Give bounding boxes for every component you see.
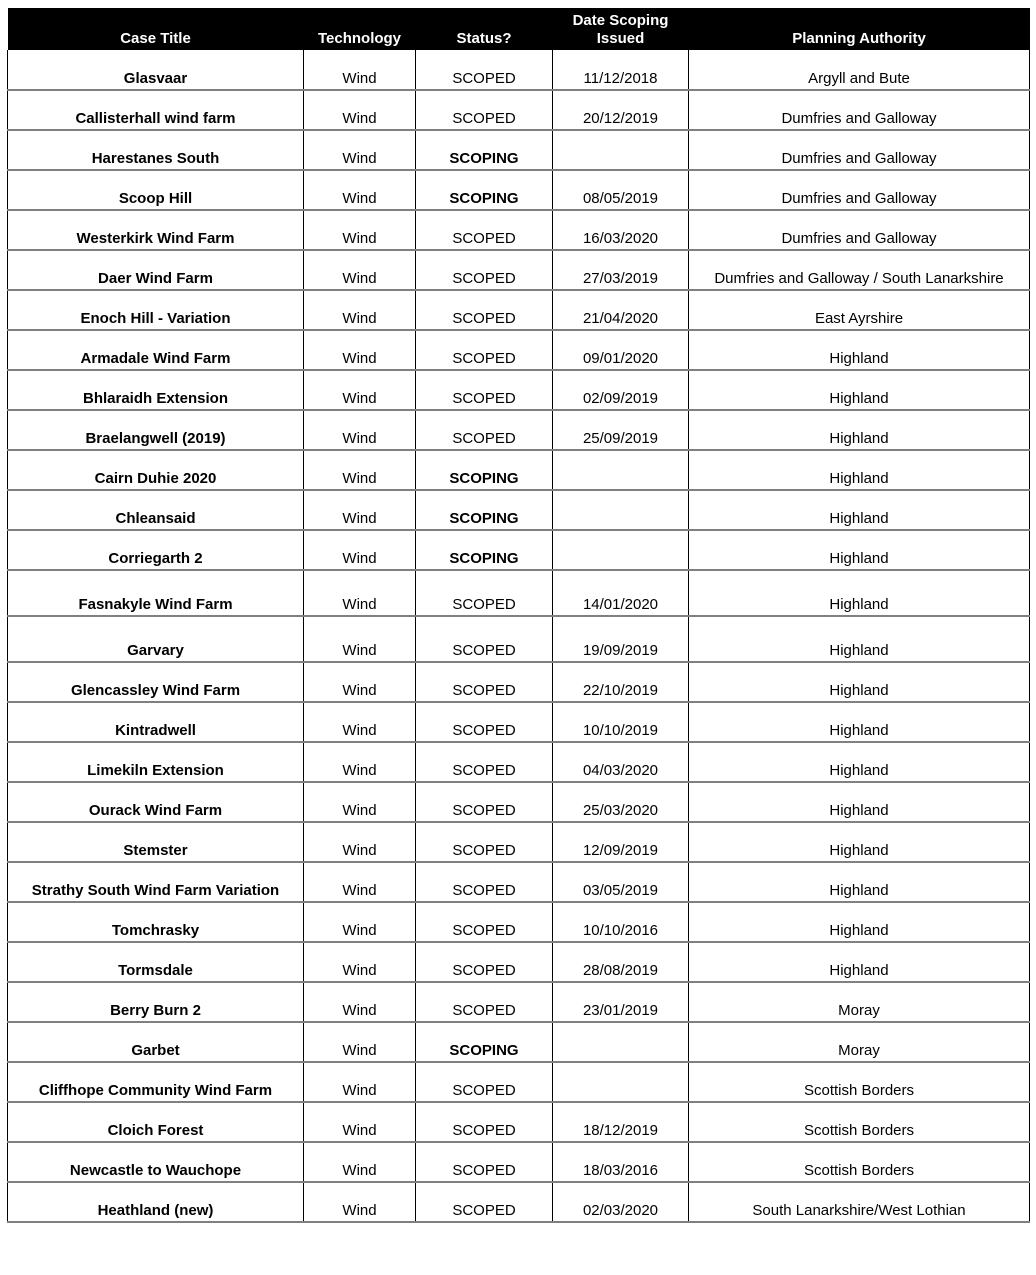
technology-cell: Wind xyxy=(304,570,416,616)
date-scoping-issued-cell: 02/03/2020 xyxy=(553,1182,689,1222)
status-cell: SCOPED xyxy=(416,410,553,450)
case-title-cell: Cliffhope Community Wind Farm xyxy=(8,1062,304,1102)
case-title-cell: Stemster xyxy=(8,822,304,862)
table-row xyxy=(8,1102,1030,1142)
case-title-cell: Heathland (new) xyxy=(8,1182,304,1222)
header-technology: Technology xyxy=(317,30,402,47)
planning-authority-cell: Scottish Borders xyxy=(689,1102,1030,1142)
date-scoping-issued-cell: 08/05/2019 xyxy=(553,170,689,210)
status-cell: SCOPED xyxy=(416,902,553,942)
header-date-line1: Date Scoping xyxy=(572,12,669,29)
planning-authority-cell: Highland xyxy=(689,330,1030,370)
table-row xyxy=(8,616,1030,662)
technology-cell: Wind xyxy=(304,170,416,210)
case-title-cell: Scoop Hill xyxy=(8,170,304,210)
planning-authority-cell: Highland xyxy=(689,490,1030,530)
header-date-scoping-issued xyxy=(553,8,689,50)
status-cell: SCOPING xyxy=(416,490,553,530)
status-cell: SCOPED xyxy=(416,782,553,822)
table-row xyxy=(8,742,1030,782)
table-row xyxy=(8,330,1030,370)
header-planning-authority: Planning Authority xyxy=(792,30,926,47)
technology-cell: Wind xyxy=(304,450,416,490)
status-cell: SCOPED xyxy=(416,90,553,130)
date-scoping-issued-cell: 20/12/2019 xyxy=(553,90,689,130)
planning-authority-cell: Moray xyxy=(689,982,1030,1022)
planning-authority-cell: Highland xyxy=(689,902,1030,942)
status-cell: SCOPED xyxy=(416,370,553,410)
planning-authority-cell: Highland xyxy=(689,862,1030,902)
table-row xyxy=(8,1022,1030,1062)
planning-authority-cell: Dumfries and Galloway xyxy=(689,210,1030,250)
technology-cell: Wind xyxy=(304,210,416,250)
date-scoping-issued-cell: 10/10/2016 xyxy=(553,902,689,942)
planning-authority-cell: Highland xyxy=(689,742,1030,782)
case-title-cell: Glasvaar xyxy=(8,50,304,90)
technology-cell: Wind xyxy=(304,1142,416,1182)
date-scoping-issued-cell xyxy=(553,530,689,570)
date-scoping-issued-cell xyxy=(553,490,689,530)
table-row xyxy=(8,410,1030,450)
date-scoping-issued-cell: 10/10/2019 xyxy=(553,702,689,742)
date-scoping-issued-cell: 22/10/2019 xyxy=(553,662,689,702)
case-title-cell: Limekiln Extension xyxy=(8,742,304,782)
status-cell: SCOPED xyxy=(416,942,553,982)
table-row xyxy=(8,982,1030,1022)
case-title-cell: Westerkirk Wind Farm xyxy=(8,210,304,250)
table-row xyxy=(8,130,1030,170)
date-scoping-issued-cell: 03/05/2019 xyxy=(553,862,689,902)
date-scoping-issued-cell: 04/03/2020 xyxy=(553,742,689,782)
planning-authority-cell: Scottish Borders xyxy=(689,1142,1030,1182)
planning-authority-cell: Highland xyxy=(689,822,1030,862)
table-row xyxy=(8,50,1030,90)
header-row xyxy=(8,8,1030,50)
date-scoping-issued-cell: 14/01/2020 xyxy=(553,570,689,616)
date-scoping-issued-cell: 23/01/2019 xyxy=(553,982,689,1022)
technology-cell: Wind xyxy=(304,1062,416,1102)
technology-cell: Wind xyxy=(304,902,416,942)
table-row xyxy=(8,822,1030,862)
date-scoping-issued-cell: 09/01/2020 xyxy=(553,330,689,370)
planning-authority-cell: Highland xyxy=(689,370,1030,410)
status-cell: SCOPED xyxy=(416,822,553,862)
case-title-cell: Tormsdale xyxy=(8,942,304,982)
planning-authority-cell: Dumfries and Galloway xyxy=(689,130,1030,170)
date-scoping-issued-cell xyxy=(553,130,689,170)
technology-cell: Wind xyxy=(304,530,416,570)
table-row xyxy=(8,1062,1030,1102)
technology-cell: Wind xyxy=(304,250,416,290)
case-title-cell: Glencassley Wind Farm xyxy=(8,662,304,702)
technology-cell: Wind xyxy=(304,862,416,902)
date-scoping-issued-cell: 18/03/2016 xyxy=(553,1142,689,1182)
technology-cell: Wind xyxy=(304,50,416,90)
case-title-cell: Newcastle to Wauchope xyxy=(8,1142,304,1182)
technology-cell: Wind xyxy=(304,742,416,782)
status-cell: SCOPED xyxy=(416,862,553,902)
table-body xyxy=(8,50,1030,1222)
status-cell: SCOPED xyxy=(416,330,553,370)
date-scoping-issued-cell: 28/08/2019 xyxy=(553,942,689,982)
technology-cell: Wind xyxy=(304,330,416,370)
technology-cell: Wind xyxy=(304,702,416,742)
planning-authority-cell: Highland xyxy=(689,450,1030,490)
header-status: Status? xyxy=(456,30,512,47)
table-row xyxy=(8,662,1030,702)
table-header xyxy=(8,8,1030,50)
case-title-cell: Garvary xyxy=(8,616,304,662)
technology-cell: Wind xyxy=(304,410,416,450)
status-cell: SCOPING xyxy=(416,530,553,570)
scoping-cases-table xyxy=(7,8,1030,1223)
planning-authority-cell: South Lanarkshire/West Lothian xyxy=(689,1182,1030,1222)
technology-cell: Wind xyxy=(304,982,416,1022)
planning-authority-cell: Highland xyxy=(689,782,1030,822)
technology-cell: Wind xyxy=(304,90,416,130)
header-case-title: Case Title xyxy=(120,30,191,47)
date-scoping-issued-cell: 12/09/2019 xyxy=(553,822,689,862)
table-row xyxy=(8,370,1030,410)
date-scoping-issued-cell: 02/09/2019 xyxy=(553,370,689,410)
case-title-cell: Kintradwell xyxy=(8,702,304,742)
table-row xyxy=(8,782,1030,822)
planning-authority-cell: Dumfries and Galloway xyxy=(689,90,1030,130)
table-row xyxy=(8,210,1030,250)
case-title-cell: Cairn Duhie 2020 xyxy=(8,450,304,490)
planning-authority-cell: Highland xyxy=(689,410,1030,450)
table-row xyxy=(8,942,1030,982)
table-row xyxy=(8,90,1030,130)
planning-authority-cell: Highland xyxy=(689,530,1030,570)
status-cell: SCOPING xyxy=(416,170,553,210)
date-scoping-issued-cell: 18/12/2019 xyxy=(553,1102,689,1142)
table-row xyxy=(8,1182,1030,1222)
table-row xyxy=(8,902,1030,942)
case-title-cell: Fasnakyle Wind Farm xyxy=(8,570,304,616)
technology-cell: Wind xyxy=(304,616,416,662)
planning-authority-cell: Highland xyxy=(689,616,1030,662)
case-title-cell: Chleansaid xyxy=(8,490,304,530)
case-title-cell: Garbet xyxy=(8,1022,304,1062)
status-cell: SCOPED xyxy=(416,662,553,702)
planning-authority-cell: Highland xyxy=(689,662,1030,702)
planning-authority-cell: East Ayrshire xyxy=(689,290,1030,330)
date-scoping-issued-cell: 21/04/2020 xyxy=(553,290,689,330)
header-date-line2: Issued xyxy=(596,30,645,47)
planning-authority-cell: Moray xyxy=(689,1022,1030,1062)
status-cell: SCOPED xyxy=(416,1062,553,1102)
planning-authority-cell: Dumfries and Galloway / South Lanarkshire xyxy=(689,250,1030,290)
technology-cell: Wind xyxy=(304,1182,416,1222)
technology-cell: Wind xyxy=(304,782,416,822)
technology-cell: Wind xyxy=(304,290,416,330)
table-row xyxy=(8,450,1030,490)
technology-cell: Wind xyxy=(304,130,416,170)
planning-authority-cell: Highland xyxy=(689,570,1030,616)
status-cell: SCOPED xyxy=(416,1102,553,1142)
table-row xyxy=(8,290,1030,330)
date-scoping-issued-cell xyxy=(553,450,689,490)
date-scoping-issued-cell: 16/03/2020 xyxy=(553,210,689,250)
status-cell: SCOPED xyxy=(416,1182,553,1222)
table-row xyxy=(8,490,1030,530)
table-row xyxy=(8,530,1030,570)
case-title-cell: Armadale Wind Farm xyxy=(8,330,304,370)
case-title-cell: Callisterhall wind farm xyxy=(8,90,304,130)
technology-cell: Wind xyxy=(304,662,416,702)
case-title-cell: Strathy South Wind Farm Variation xyxy=(8,862,304,902)
status-cell: SCOPED xyxy=(416,982,553,1022)
case-title-cell: Ourack Wind Farm xyxy=(8,782,304,822)
case-title-cell: Daer Wind Farm xyxy=(8,250,304,290)
status-cell: SCOPING xyxy=(416,450,553,490)
date-scoping-issued-cell xyxy=(553,1022,689,1062)
table-row xyxy=(8,170,1030,210)
planning-authority-cell: Highland xyxy=(689,942,1030,982)
date-scoping-issued-cell: 27/03/2019 xyxy=(553,250,689,290)
technology-cell: Wind xyxy=(304,942,416,982)
status-cell: SCOPING xyxy=(416,1022,553,1062)
date-scoping-issued-cell xyxy=(553,1062,689,1102)
case-title-cell: Corriegarth 2 xyxy=(8,530,304,570)
status-cell: SCOPED xyxy=(416,702,553,742)
status-cell: SCOPED xyxy=(416,290,553,330)
date-scoping-issued-cell: 25/09/2019 xyxy=(553,410,689,450)
status-cell: SCOPED xyxy=(416,50,553,90)
case-title-cell: Cloich Forest xyxy=(8,1102,304,1142)
case-title-cell: Tomchrasky xyxy=(8,902,304,942)
technology-cell: Wind xyxy=(304,1022,416,1062)
technology-cell: Wind xyxy=(304,490,416,530)
status-cell: SCOPED xyxy=(416,210,553,250)
case-title-cell: Berry Burn 2 xyxy=(8,982,304,1022)
date-scoping-issued-cell: 11/12/2018 xyxy=(553,50,689,90)
status-cell: SCOPED xyxy=(416,616,553,662)
table-row xyxy=(8,862,1030,902)
technology-cell: Wind xyxy=(304,1102,416,1142)
table-row xyxy=(8,702,1030,742)
table-row xyxy=(8,570,1030,616)
status-cell: SCOPED xyxy=(416,250,553,290)
case-title-cell: Braelangwell (2019) xyxy=(8,410,304,450)
planning-authority-cell: Scottish Borders xyxy=(689,1062,1030,1102)
table-row xyxy=(8,1142,1030,1182)
status-cell: SCOPED xyxy=(416,742,553,782)
status-cell: SCOPING xyxy=(416,130,553,170)
status-cell: SCOPED xyxy=(416,1142,553,1182)
date-scoping-issued-cell: 25/03/2020 xyxy=(553,782,689,822)
case-title-cell: Enoch Hill - Variation xyxy=(8,290,304,330)
planning-authority-cell: Dumfries and Galloway xyxy=(689,170,1030,210)
status-cell: SCOPED xyxy=(416,570,553,616)
table-row xyxy=(8,250,1030,290)
case-title-cell: Bhlaraidh Extension xyxy=(8,370,304,410)
planning-authority-cell: Highland xyxy=(689,702,1030,742)
case-title-cell: Harestanes South xyxy=(8,130,304,170)
technology-cell: Wind xyxy=(304,370,416,410)
planning-authority-cell: Argyll and Bute xyxy=(689,50,1030,90)
technology-cell: Wind xyxy=(304,822,416,862)
date-scoping-issued-cell: 19/09/2019 xyxy=(553,616,689,662)
